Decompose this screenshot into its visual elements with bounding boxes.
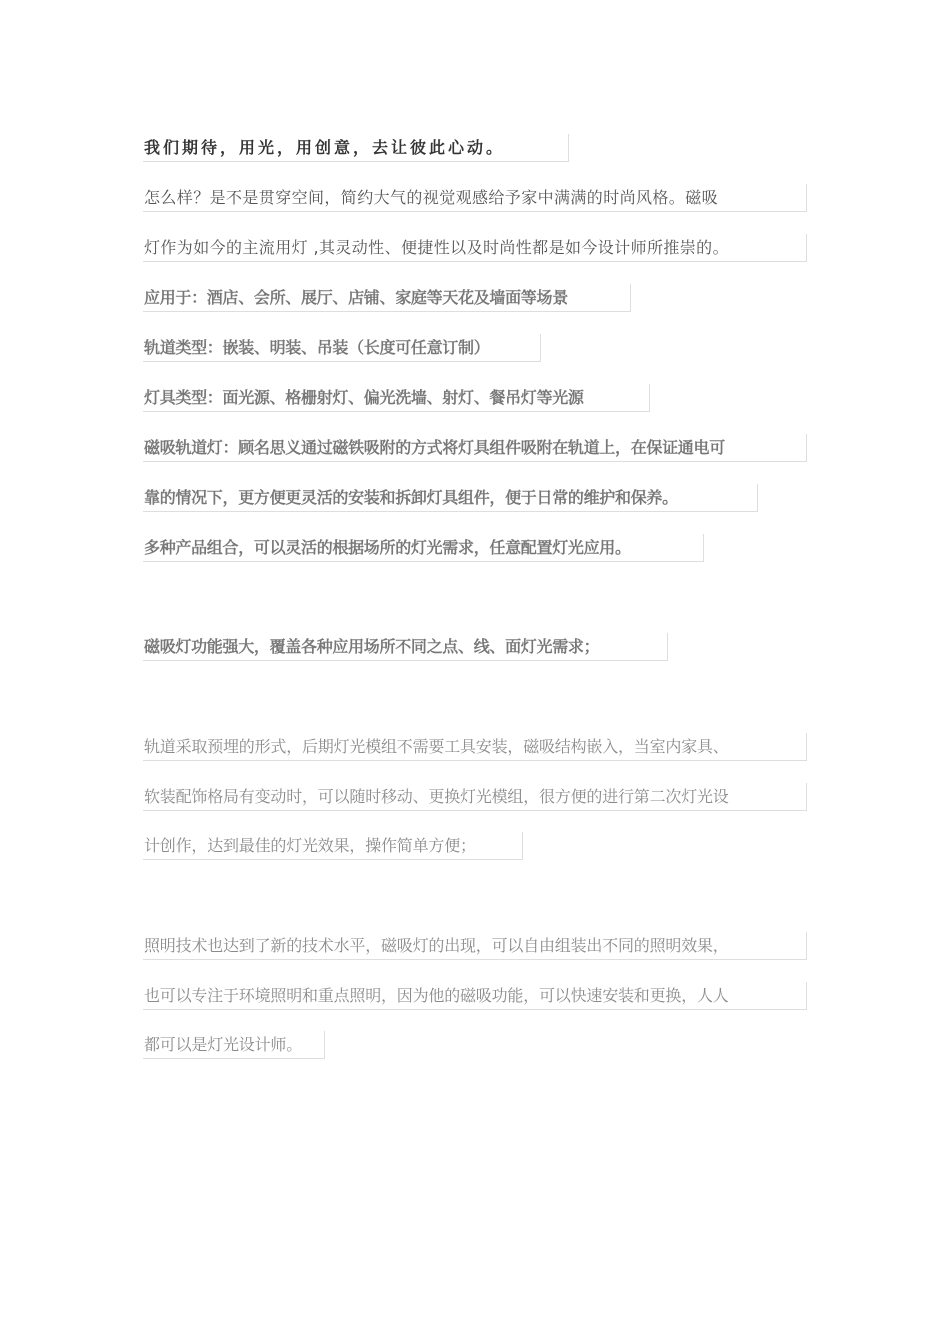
spec-product-combination: 多种产品组合，可以灵活的根据场所的灯光需求，任意配置灯光应用。 <box>143 534 704 562</box>
intro-line-2: 灯作为如今的主流用灯 ,其灵动性、便捷性以及时尚性都是如今设计师所推崇的。 <box>143 234 807 262</box>
spec-fixture-type: 灯具类型：面光源、格栅射灯、偏光洗墙、射灯、餐吊灯等光源 <box>143 384 650 412</box>
track-paragraph-line-3: 计创作，达到最佳的灯光效果，操作简单方便； <box>143 832 523 860</box>
feature-statement: 磁吸灯功能强大，覆盖各种应用场所不同之点、线、面灯光需求； <box>143 633 668 661</box>
page-heading: 我们期待，用光，用创意，去让彼此心动。 <box>143 134 569 162</box>
spec-track-type: 轨道类型：嵌装、明装、吊装（长度可任意订制） <box>143 334 541 362</box>
intro-line-1: 怎么样？是不是贯穿空间，简约大气的视觉观感给予家中满满的时尚风格。磁吸 <box>143 184 807 212</box>
spec-magnetic-track-line-2: 靠的情况下，更方便更灵活的安装和拆卸灯具组件，便于日常的维护和保养。 <box>143 484 758 512</box>
spec-magnetic-track-line-1: 磁吸轨道灯：顾名思义通过磁铁吸附的方式将灯具组件吸附在轨道上，在保证通电可 <box>143 434 807 462</box>
spec-application: 应用于：酒店、会所、展厅、店铺、家庭等天花及墙面等场景 <box>143 284 631 312</box>
lighting-paragraph-line-3: 都可以是灯光设计师。 <box>143 1031 325 1059</box>
lighting-paragraph-line-1: 照明技术也达到了新的技术水平，磁吸灯的出现，可以自由组装出不同的照明效果， <box>143 932 807 960</box>
track-paragraph-line-1: 轨道采取预埋的形式，后期灯光模组不需要工具安装，磁吸结构嵌入，当室内家具、 <box>143 733 807 761</box>
lighting-paragraph-line-2: 也可以专注于环境照明和重点照明，因为他的磁吸功能，可以快速安装和更换，人人 <box>143 982 807 1010</box>
track-paragraph-line-2: 软装配饰格局有变动时，可以随时移动、更换灯光模组，很方便的进行第二次灯光设 <box>143 783 807 811</box>
